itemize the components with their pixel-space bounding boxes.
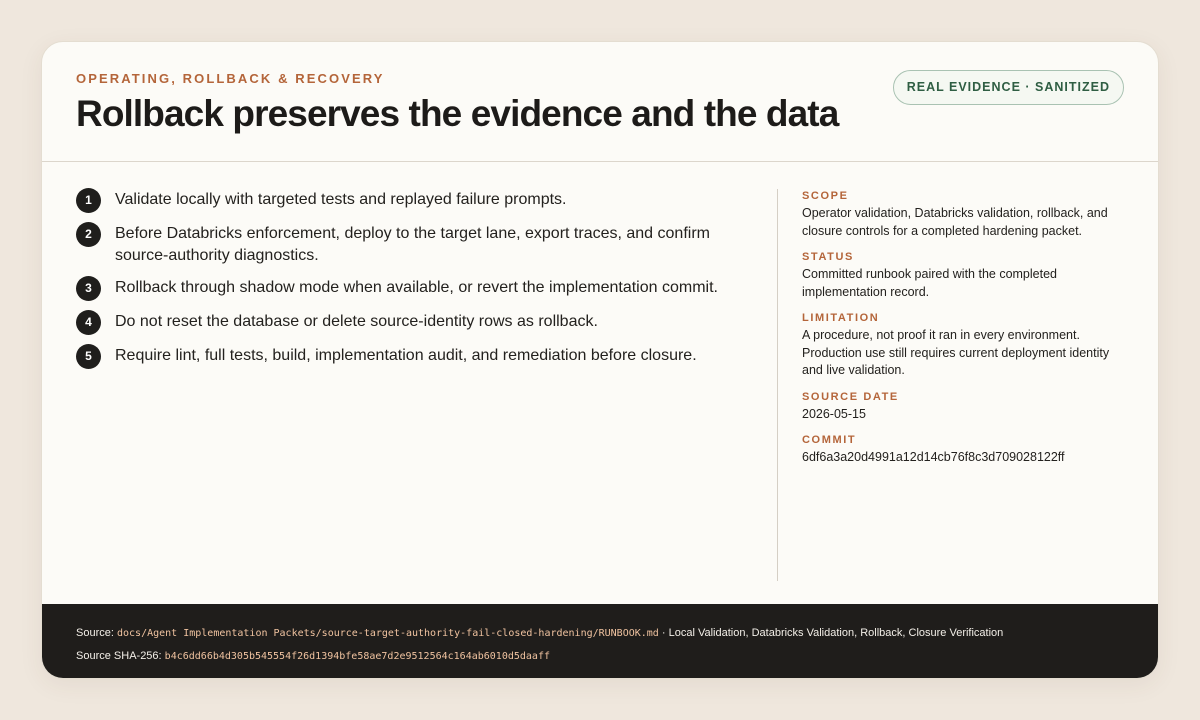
scope-label: SCOPE bbox=[802, 190, 849, 202]
step-text: Rollback through shadow mode when available, or revert the implementation commit. bbox=[115, 279, 718, 296]
step-item bbox=[76, 222, 746, 267]
step-item bbox=[76, 344, 746, 369]
step-item bbox=[76, 310, 746, 335]
source-date-label: SOURCE DATE bbox=[802, 390, 899, 403]
step-number: 5 bbox=[76, 344, 101, 369]
limitation-value: A procedure, not proof it ran in every environment. Production use still requires current deployment identity and live validation. bbox=[802, 328, 1110, 377]
commit-value: 6df6a3a20d4991a12d14cb76f8c3d709028122ff bbox=[802, 450, 1065, 464]
step-item bbox=[76, 276, 746, 301]
source-path: docs/Agent Implementation Packets/source-target-authority-fail-closed-hardening/RUNBOOK.md bbox=[116, 628, 659, 639]
step-text: Before Databricks enforcement, deploy to the target lane, export traces, and confirm source-authority diagnostics. bbox=[115, 225, 710, 264]
status-label: STATUS bbox=[802, 251, 854, 263]
source-sections: · Local Validation, Databricks Validation, Rollback, Closure Verification bbox=[661, 627, 1004, 639]
limitation-block bbox=[802, 311, 1132, 380]
status-value: Committed runbook paired with the completed implementation record. bbox=[802, 267, 1057, 299]
commit-block bbox=[802, 433, 1132, 467]
status-block bbox=[802, 250, 1132, 301]
step-text: Do not reset the database or delete source-identity rows as rollback. bbox=[115, 313, 598, 330]
step-number: 1 bbox=[76, 188, 101, 213]
sha-line bbox=[76, 645, 1124, 668]
evidence-card bbox=[41, 41, 1159, 679]
step-number: 4 bbox=[76, 310, 101, 335]
sha-prefix: Source SHA-256: bbox=[76, 650, 162, 662]
source-footer bbox=[42, 604, 1158, 678]
page-title: Rollback preserves the evidence and the data bbox=[76, 93, 839, 134]
section-eyebrow: OPERATING, ROLLBACK & RECOVERY bbox=[76, 71, 385, 86]
step-text: Require lint, full tests, build, implementation audit, and remediation before closure. bbox=[115, 347, 697, 364]
source-date-block bbox=[802, 390, 1132, 424]
steps-list bbox=[76, 188, 746, 378]
step-text: Validate locally with targeted tests and replayed failure prompts. bbox=[115, 191, 567, 208]
card-header bbox=[42, 42, 1158, 162]
source-line bbox=[76, 622, 1124, 645]
step-number: 3 bbox=[76, 276, 101, 301]
evidence-badge: REAL EVIDENCE · SANITIZED bbox=[893, 70, 1124, 105]
limitation-label: LIMITATION bbox=[802, 312, 880, 324]
source-date-value: 2026-05-15 bbox=[802, 406, 866, 421]
scope-block bbox=[802, 189, 1132, 240]
metadata-panel bbox=[802, 189, 1132, 477]
commit-label: COMMIT bbox=[802, 434, 857, 446]
source-prefix: Source: bbox=[76, 627, 114, 639]
step-number: 2 bbox=[76, 222, 101, 247]
scope-value: Operator validation, Databricks validation, rollback, and closure controls for a completed hardening packet. bbox=[802, 206, 1108, 238]
step-item bbox=[76, 188, 746, 213]
sha-value: b4c6dd66b4d305b545554f26d1394bfe58ae7d2e9512564c164ab6010d5daaff bbox=[164, 651, 550, 662]
column-divider bbox=[777, 189, 778, 581]
